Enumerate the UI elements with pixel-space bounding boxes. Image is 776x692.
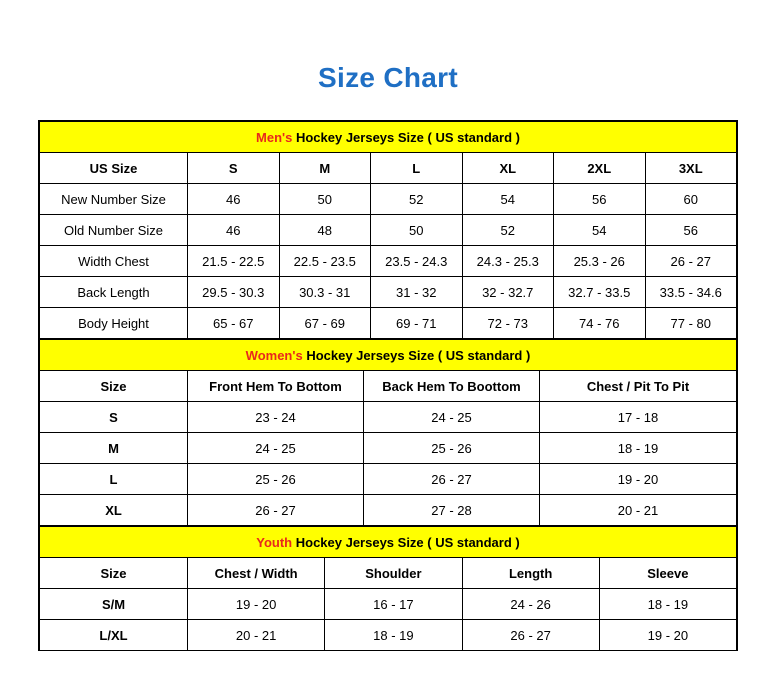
row-label: S <box>40 402 188 433</box>
mens-banner-cell <box>40 122 737 153</box>
womens-header-cell: Size <box>40 371 188 402</box>
cell: 29.5 - 30.3 <box>188 277 280 308</box>
cell: 17 - 18 <box>540 402 737 433</box>
mens-banner-rest: Hockey Jerseys Size ( US standard ) <box>292 129 520 145</box>
table-row <box>40 589 737 620</box>
womens-banner-accent: Women's <box>245 347 303 363</box>
youth-header-cell: Size <box>40 558 188 589</box>
table-row <box>40 184 737 215</box>
table-row <box>40 464 737 495</box>
mens-header-cell: XL <box>462 153 554 184</box>
cell: 52 <box>371 184 463 215</box>
cell: 19 - 20 <box>599 620 736 651</box>
mens-header-cell: M <box>279 153 371 184</box>
youth-banner-row <box>40 527 737 558</box>
cell: 56 <box>554 184 646 215</box>
page-title: Size Chart <box>318 62 458 93</box>
cell: 26 - 27 <box>462 620 599 651</box>
cell: 26 - 27 <box>188 495 364 526</box>
youth-banner-cell <box>40 527 737 558</box>
cell: 56 <box>645 215 737 246</box>
womens-header-cell: Chest / Pit To Pit <box>540 371 737 402</box>
table-row <box>40 402 737 433</box>
cell: 33.5 - 34.6 <box>645 277 737 308</box>
youth-header-cell: Sleeve <box>599 558 736 589</box>
youth-header-cell: Shoulder <box>325 558 462 589</box>
cell: 25 - 26 <box>188 464 364 495</box>
row-label: New Number Size <box>40 184 188 215</box>
womens-header-cell: Back Hem To Boottom <box>364 371 540 402</box>
cell: 16 - 17 <box>325 589 462 620</box>
row-label: L <box>40 464 188 495</box>
row-label: M <box>40 433 188 464</box>
mens-header-row <box>40 153 737 184</box>
row-label: XL <box>40 495 188 526</box>
mens-banner-row <box>40 122 737 153</box>
womens-size-table <box>39 339 737 526</box>
row-label: Old Number Size <box>40 215 188 246</box>
cell: 20 - 21 <box>188 620 325 651</box>
cell: 22.5 - 23.5 <box>279 246 371 277</box>
size-chart-tables <box>38 120 738 651</box>
cell: 24 - 26 <box>462 589 599 620</box>
mens-header-cell: US Size <box>40 153 188 184</box>
cell: 19 - 20 <box>540 464 737 495</box>
youth-header-row <box>40 558 737 589</box>
cell: 54 <box>554 215 646 246</box>
cell: 26 - 27 <box>645 246 737 277</box>
youth-header-cell: Chest / Width <box>188 558 325 589</box>
cell: 24 - 25 <box>188 433 364 464</box>
cell: 25.3 - 26 <box>554 246 646 277</box>
mens-header-cell: 2XL <box>554 153 646 184</box>
cell: 69 - 71 <box>371 308 463 339</box>
youth-header-cell: Length <box>462 558 599 589</box>
cell: 19 - 20 <box>188 589 325 620</box>
table-row <box>40 495 737 526</box>
cell: 18 - 19 <box>325 620 462 651</box>
cell: 26 - 27 <box>364 464 540 495</box>
cell: 48 <box>279 215 371 246</box>
youth-banner-accent: Youth <box>256 534 293 550</box>
cell: 20 - 21 <box>540 495 737 526</box>
row-label: Width Chest <box>40 246 188 277</box>
mens-header-cell: S <box>188 153 280 184</box>
table-row <box>40 277 737 308</box>
cell: 24.3 - 25.3 <box>462 246 554 277</box>
womens-header-cell: Front Hem To Bottom <box>188 371 364 402</box>
cell: 27 - 28 <box>364 495 540 526</box>
mens-header-cell: L <box>371 153 463 184</box>
cell: 18 - 19 <box>599 589 736 620</box>
mens-banner-accent: Men's <box>256 129 293 145</box>
womens-banner-cell <box>40 340 737 371</box>
mens-header-cell: 3XL <box>645 153 737 184</box>
cell: 23.5 - 24.3 <box>371 246 463 277</box>
cell: 77 - 80 <box>645 308 737 339</box>
cell: 25 - 26 <box>364 433 540 464</box>
cell: 60 <box>645 184 737 215</box>
cell: 23 - 24 <box>188 402 364 433</box>
table-row <box>40 308 737 339</box>
womens-banner-rest: Hockey Jerseys Size ( US standard ) <box>302 347 531 363</box>
cell: 21.5 - 22.5 <box>188 246 280 277</box>
womens-header-row <box>40 371 737 402</box>
cell: 24 - 25 <box>364 402 540 433</box>
row-label: S/M <box>40 589 188 620</box>
mens-size-table <box>39 121 737 339</box>
cell: 46 <box>188 215 280 246</box>
cell: 32 - 32.7 <box>462 277 554 308</box>
cell: 74 - 76 <box>554 308 646 339</box>
youth-size-table <box>39 526 737 651</box>
table-row <box>40 215 737 246</box>
table-row <box>40 246 737 277</box>
row-label: L/XL <box>40 620 188 651</box>
cell: 65 - 67 <box>188 308 280 339</box>
cell: 72 - 73 <box>462 308 554 339</box>
womens-banner-row <box>40 340 737 371</box>
row-label: Body Height <box>40 308 188 339</box>
cell: 32.7 - 33.5 <box>554 277 646 308</box>
cell: 52 <box>462 215 554 246</box>
cell: 67 - 69 <box>279 308 371 339</box>
cell: 54 <box>462 184 554 215</box>
cell: 18 - 19 <box>540 433 737 464</box>
row-label: Back Length <box>40 277 188 308</box>
youth-banner-rest: Hockey Jerseys Size ( US standard ) <box>292 534 520 550</box>
cell: 50 <box>279 184 371 215</box>
cell: 30.3 - 31 <box>279 277 371 308</box>
table-row <box>40 620 737 651</box>
cell: 31 - 32 <box>371 277 463 308</box>
cell: 50 <box>371 215 463 246</box>
cell: 46 <box>188 184 280 215</box>
table-row <box>40 433 737 464</box>
